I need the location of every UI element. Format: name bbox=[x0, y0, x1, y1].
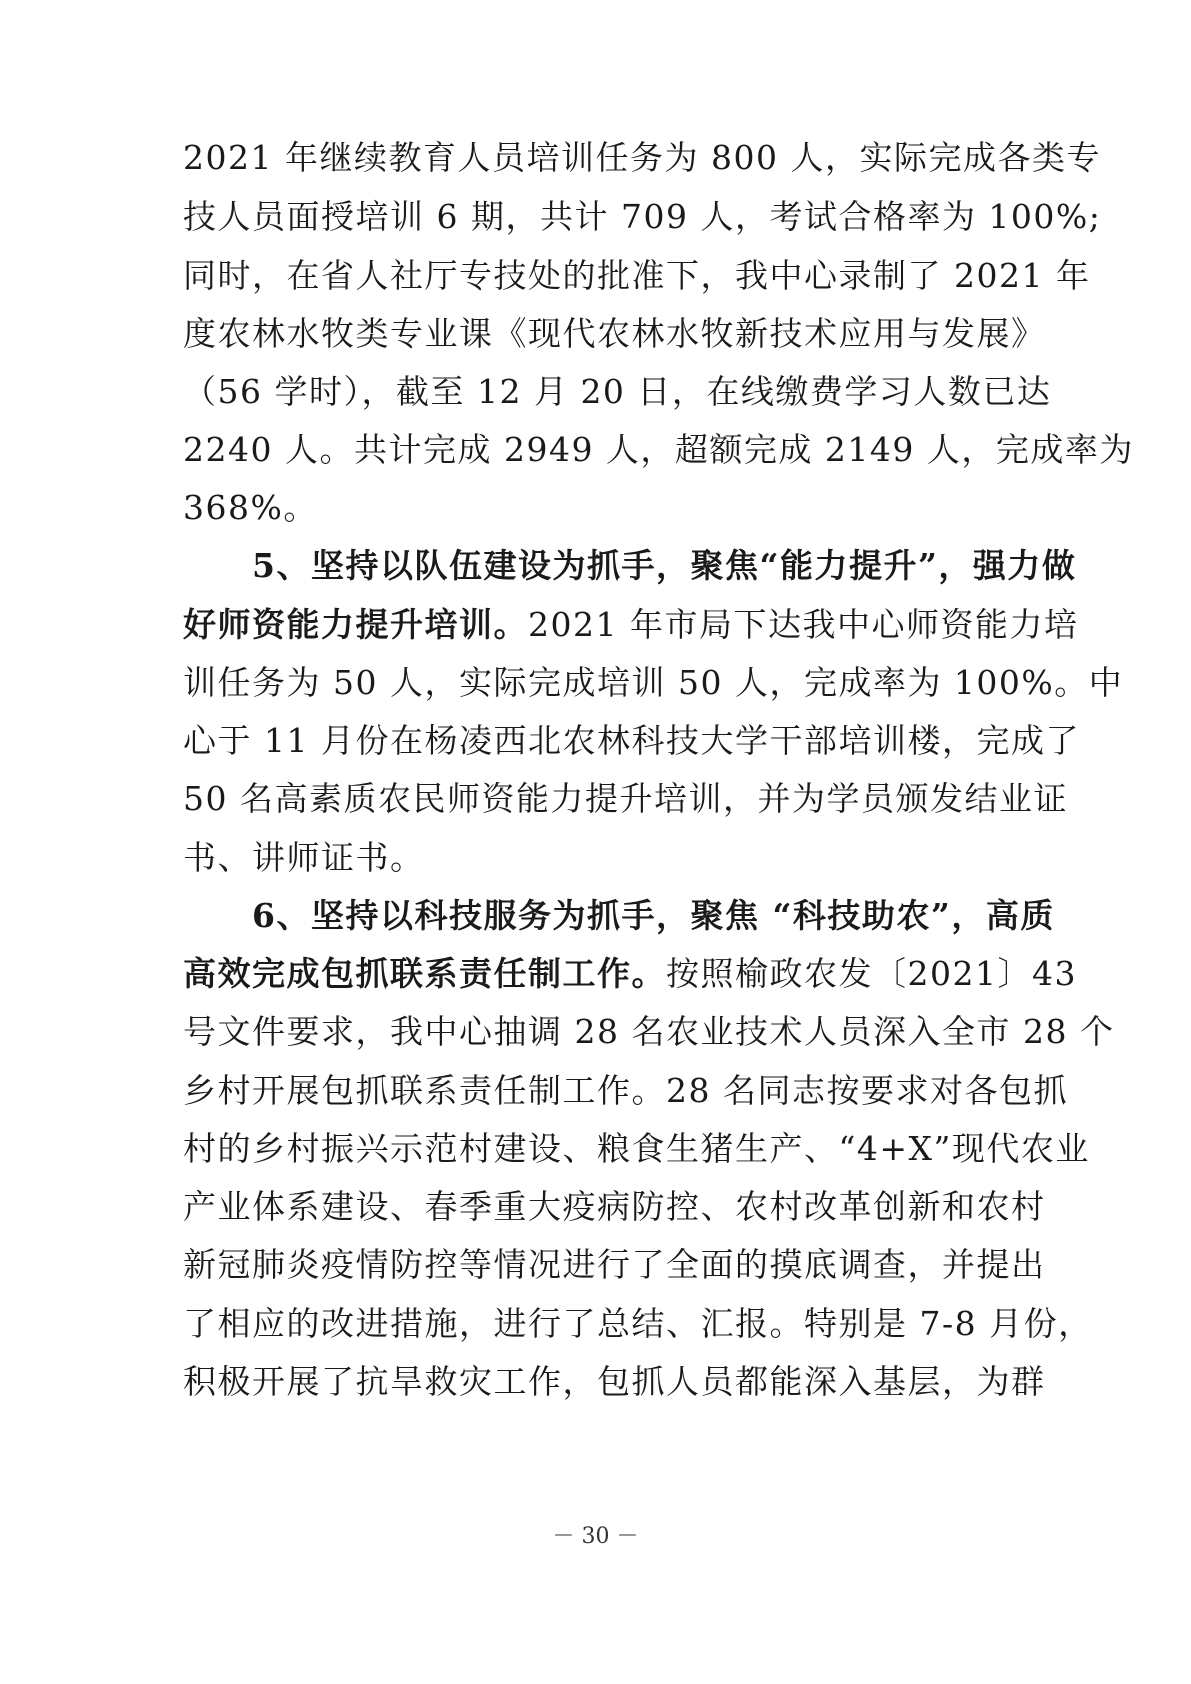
text-span: 村的乡村振兴示范村建设、粮食生猪生产、“4+X”现代农业 bbox=[183, 1129, 1090, 1168]
text-span: 训任务为 50 人，实际完成培训 50 人，完成率为 100%。中 bbox=[183, 663, 1124, 702]
text-line-2 bbox=[183, 197, 1101, 237]
text-span: 乡村开展包抓联系责任制工作。28 名同志按要求对各包抓 bbox=[183, 1071, 1068, 1110]
text-line-21 bbox=[183, 1304, 1093, 1344]
text-span: 积极开展了抗旱救灾工作，包抓人员都能深入基层，为群 bbox=[183, 1362, 1046, 1401]
text-line-7 bbox=[183, 488, 318, 528]
text-span: 2021 年市局下达我中心师资能力培 bbox=[528, 605, 1079, 644]
text-span: 新冠肺炎疫情防控等情况进行了全面的摸底调查，并提出 bbox=[183, 1245, 1046, 1284]
text-span: 50 名高素质农民师资能力提升培训，并为学员颁发结业证 bbox=[183, 779, 1068, 818]
text-line-15 bbox=[183, 954, 1077, 994]
text-line-3 bbox=[183, 256, 1090, 296]
bold-lead-span: 好师资能力提升培训。 bbox=[183, 605, 528, 644]
text-line-6 bbox=[183, 430, 1134, 470]
text-line-11 bbox=[183, 721, 1080, 761]
text-span: 同时，在省人社厅专技处的批准下，我中心录制了 2021 年 bbox=[183, 256, 1091, 295]
page-number: － 30 － bbox=[552, 1524, 639, 1549]
text-span: 了相应的改进措施，进行了总结、汇报。特别是 7-8 月份， bbox=[183, 1304, 1093, 1343]
text-line-22 bbox=[183, 1362, 1046, 1402]
text-span: 技人员面授培训 6 期，共计 709 人，考试合格率为 100%; bbox=[183, 197, 1102, 236]
text-span: 号文件要求，我中心抽调 28 名农业技术人员深入全市 28 个 bbox=[183, 1012, 1115, 1051]
text-line-10 bbox=[183, 663, 1123, 703]
text-line-20 bbox=[183, 1245, 1046, 1285]
bold-lead-span: 高效完成包抓联系责任制工作。 bbox=[183, 954, 666, 993]
heading-5 bbox=[183, 546, 1076, 586]
heading-6 bbox=[183, 896, 1055, 936]
text-span: 书、讲师证书。 bbox=[183, 838, 425, 877]
text-line-13 bbox=[183, 838, 425, 878]
text-span: 5、坚持以队伍建设为抓手，聚焦“能力提升”，强力做 bbox=[183, 546, 1077, 585]
text-span: 按照榆政农发〔2021〕43 bbox=[666, 954, 1077, 993]
text-line-9 bbox=[183, 605, 1078, 645]
text-line-4 bbox=[183, 314, 1046, 354]
text-span: 心于 11 月份在杨凌西北农林科技大学干部培训楼，完成了 bbox=[183, 721, 1080, 760]
text-line-18 bbox=[183, 1129, 1090, 1169]
text-line-16 bbox=[183, 1012, 1114, 1052]
text-span: 度农林水牧类专业课《现代农林水牧新技术应用与发展》 bbox=[183, 314, 1046, 353]
text-line-19 bbox=[183, 1187, 1046, 1227]
text-span: （56 学时），截至 12 月 20 日，在线缴费学习人数已达 bbox=[183, 372, 1052, 411]
text-span: 2240 人。共计完成 2949 人，超额完成 2149 人，完成率为 bbox=[183, 430, 1134, 469]
text-line-5 bbox=[183, 372, 1051, 412]
text-line-1 bbox=[183, 138, 1101, 178]
text-line-12 bbox=[183, 779, 1068, 819]
text-line-17 bbox=[183, 1071, 1068, 1111]
text-span: 2021 年继续教育人员培训任务为 800 人，实际完成各类专 bbox=[183, 138, 1101, 177]
text-span: 368%。 bbox=[183, 488, 318, 527]
text-span: 6、坚持以科技服务为抓手，聚焦 “科技助农”，高质 bbox=[183, 896, 1055, 935]
text-span: 产业体系建设、春季重大疫病防控、农村改革创新和农村 bbox=[183, 1187, 1046, 1226]
